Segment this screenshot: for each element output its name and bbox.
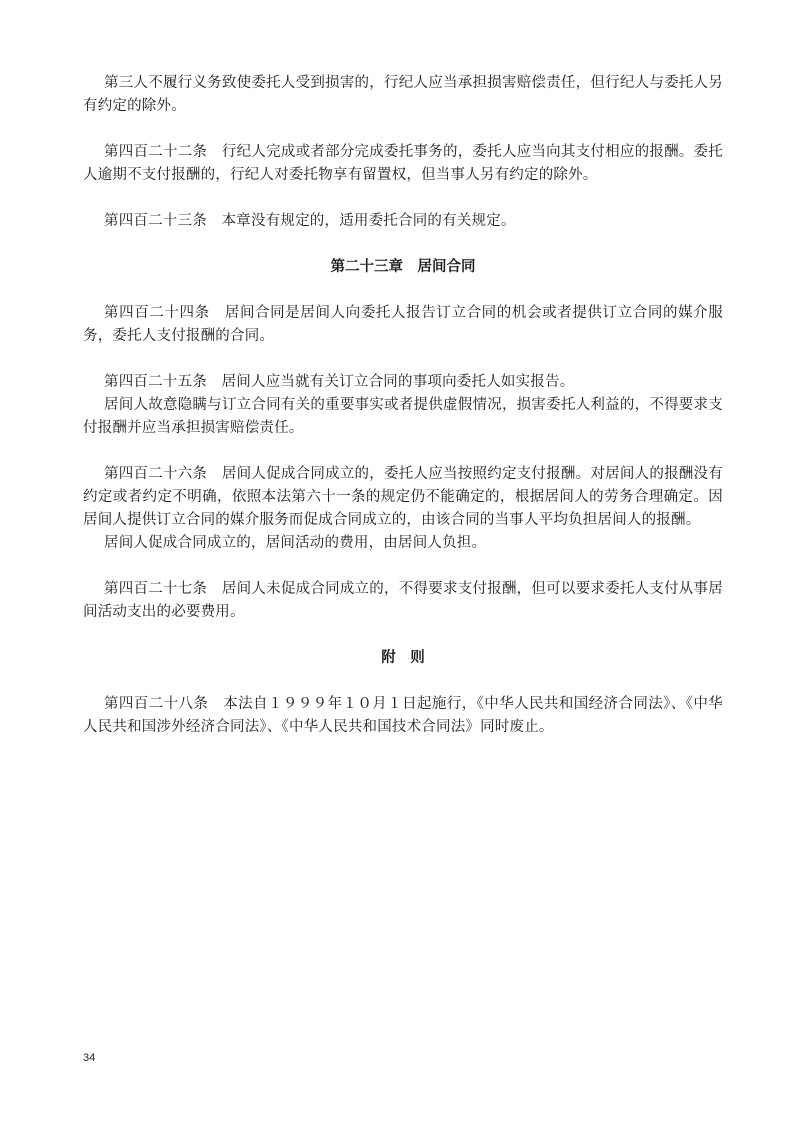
article-428: 第四百二十八条 本法自１９９９年１０月１日起施行，《中华人民共和国经济合同法》、《中华人民共和国涉外经济合同法》、《中华人民共和国技术合同法》同时废止。 [83, 696, 723, 735]
article-425: 第四百二十五条 居间人应当就有关订立合同的事项向委托人如实报告。 [104, 374, 575, 390]
article-427: 第四百二十七条 居间人未促成合同成立的，不得要求支付报酬，但可以要求委托人支付从事居间活动支出的必要费用。 [83, 581, 723, 620]
supplementary-heading: 附 则 [381, 650, 425, 666]
article-426-clause-2: 居间人促成合同成立的，居间活动的费用，由居间人负担。 [104, 535, 487, 551]
page-body [83, 72, 723, 739]
chapter-heading: 第二十三章 居间合同 [330, 259, 476, 275]
article-424: 第四百二十四条 居间合同是居间人向委托人报告订立合同的机会或者提供订立合同的媒介服务，委托人支付报酬的合同。 [83, 305, 723, 344]
article-422: 第四百二十二条 行纪人完成或者部分完成委托事务的，委托人应当向其支付相应的报酬。委托人逾期不支付报酬的，行纪人对委托物享有留置权，但当事人另有约定的除外。 [83, 144, 723, 183]
article-423: 第四百二十三条 本章没有规定的，适用委托合同的有关规定。 [104, 213, 516, 229]
article-426: 第四百二十六条 居间人促成合同成立的，委托人应当按照约定支付报酬。对居间人的报酬没有约定或者约定不明确，依照本法第六十一条的规定仍不能确定的，根据居间人的劳务合理确定。因居间人提供订立合同的媒介服务而促成合同成立的，由该合同的当事人平均负担居间人的报酬。 [83, 466, 723, 528]
page-number: 34 [83, 1052, 96, 1064]
article-425-clause-2: 居间人故意隐瞒与订立合同有关的重要事实或者提供虚假情况，损害委托人利益的，不得要求支付报酬并应当承担损害赔偿责任。 [83, 397, 723, 436]
paragraph: 第三人不履行义务致使委托人受到损害的，行纪人应当承担损害赔偿责任，但行纪人与委托人另有约定的除外。 [83, 75, 723, 114]
